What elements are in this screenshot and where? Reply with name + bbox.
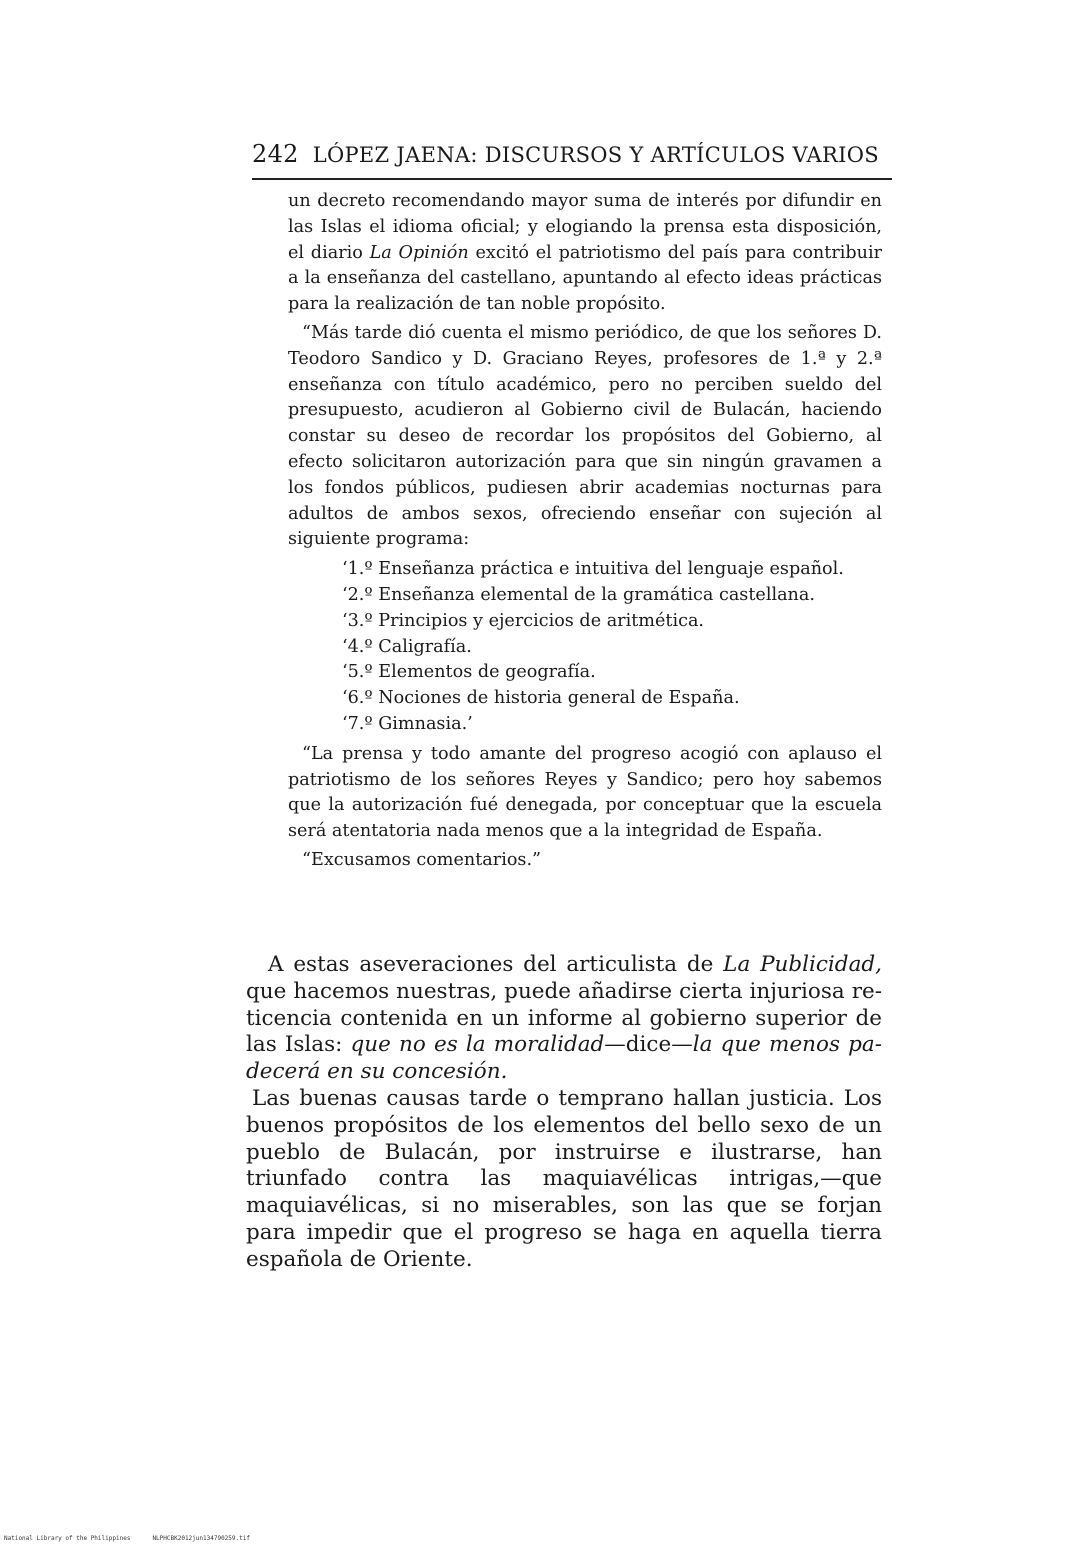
newspaper-title: La Opinión xyxy=(369,242,469,263)
quote-paragraph: “Más tarde dió cuenta el mismo periódico, de que los señores D. Teodoro Sandico y D. Graciano Reyes, profesores de 1.ª y 2.ª enseñanza con título académico, pero no perciben sueldo del presupuesto, acudieron al Gobierno civil de Bulacán, haciendo constar su deseo de recordar los propósitos del Gobierno, al efecto solicitaron autorización para que sin ningún gravamen a los fondos públicos, pudiesen abrir academias nocturnas para adultos de ambos sexos, ofreciendo enseñar con sujeción al siguiente programa: xyxy=(288,322,882,550)
body-text: que hacemos nuestras, puede añadirse cierta injuriosa reticencia contenida en un informe al gobierno superior de las Islas: xyxy=(246,978,882,1058)
program-item: ‘2.º Enseñanza elemental de la gramática castellana. xyxy=(342,584,815,605)
program-item: ‘1.º Enseñanza práctica e intuitiva del lenguaje español. xyxy=(342,559,844,580)
quoted-article xyxy=(288,189,882,874)
quoted-phrase: la que menos padecerá en su concesión. xyxy=(246,1032,882,1085)
program-item: ‘5.º Elementos de geografía. xyxy=(342,662,596,683)
quote-text: excitó el patriotismo del país para contribuir a la enseñanza del castellano, apuntando al efecto ideas prácticas para la realización de tan noble propósito. xyxy=(288,242,882,315)
library-credit: National Library of the Philippines xyxy=(4,1535,131,1542)
program-item: ‘7.º Gimnasia.’ xyxy=(342,713,473,734)
body-paragraph: Las buenas causas tarde o temprano hallan justicia. Los buenos propósitos de los elementos del bello sexo de un pueblo de Bulacán, por instruirse e ilustrarse, han triunfado contra las maquiavélicas intrigas,—que maquiavélicas, si no miserables, son las que se forjan para impedir que el progreso se haga en aquella tierra española de Oriente. xyxy=(246,1085,882,1272)
body-paragraph xyxy=(246,952,882,1086)
running-header xyxy=(252,140,892,168)
scan-footer xyxy=(4,1535,250,1542)
quote-paragraph: “La prensa y todo amante del progreso acogió con aplauso el patriotismo de los señores Reyes y Sandico; pero hoy sabemos que la autorización fué denegada, por conceptuar que la escuela será atentatoria nada menos que a la integridad de España. xyxy=(288,743,882,842)
program-item: ‘4.º Caligrafía. xyxy=(342,636,472,657)
main-text xyxy=(246,952,882,1274)
header-rule xyxy=(252,178,892,180)
quote-paragraph xyxy=(288,189,882,318)
body-text: A estas aseveraciones del articulista de xyxy=(268,952,724,977)
newspaper-title: La Publicidad, xyxy=(723,952,882,977)
program-list xyxy=(342,557,882,738)
page-number: 242 xyxy=(252,140,299,168)
quote-text: un decreto recomendando mayor suma de interés por difundir en las Islas el idioma oficial; y elogiando la prensa esta disposición, el diario xyxy=(288,191,882,263)
scan-file-id: NLPHCBK2012jun134790259.tif xyxy=(152,1535,250,1542)
quote-paragraph: “Excusamos comentarios.” xyxy=(302,849,542,870)
program-item: ‘6.º Nociones de historia general de España. xyxy=(342,688,740,709)
quoted-phrase: que no es la moralidad xyxy=(350,1032,605,1058)
body-text: —dice— xyxy=(604,1032,693,1058)
running-title: LÓPEZ JAENA: DISCURSOS Y ARTÍCULOS VARIOS xyxy=(312,143,879,167)
program-item: ‘3.º Principios y ejercicios de aritmética. xyxy=(342,610,705,631)
